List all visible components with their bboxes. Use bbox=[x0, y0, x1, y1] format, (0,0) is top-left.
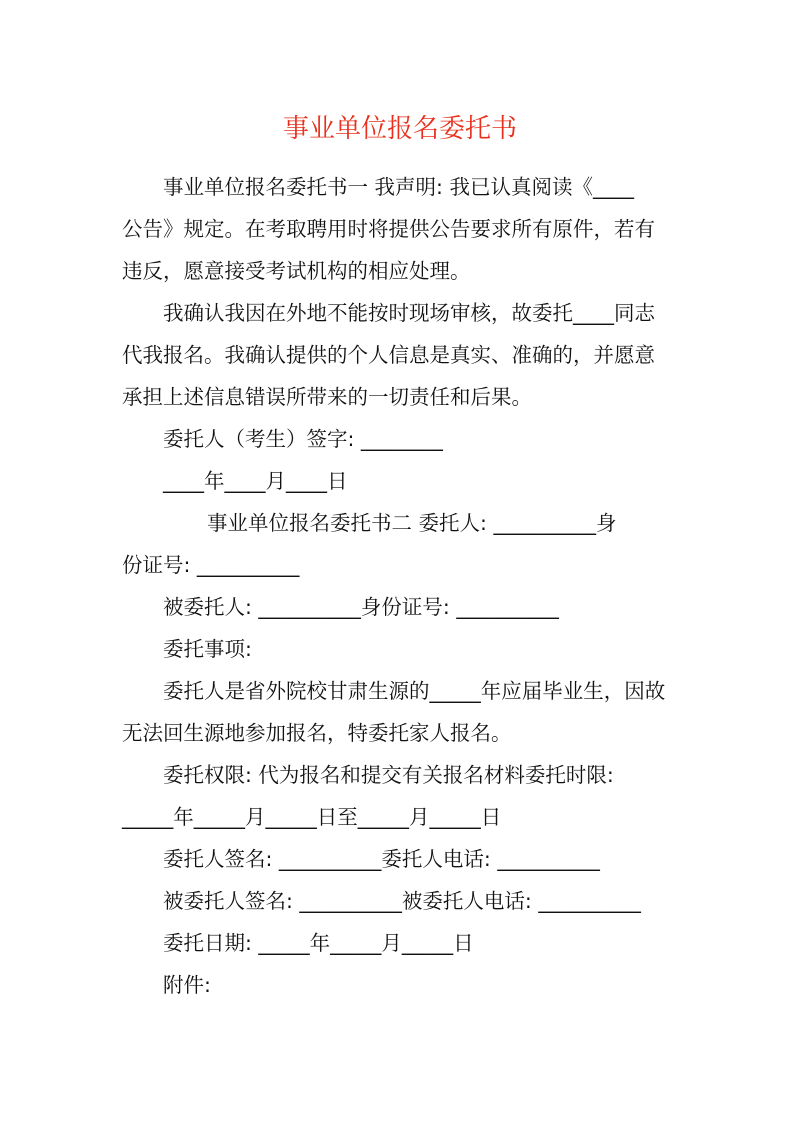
body-line: 委托日期: _____年_____月_____日 bbox=[163, 931, 474, 955]
body-line: 附件: bbox=[163, 973, 211, 997]
body-line: ____年____月____日 bbox=[163, 469, 348, 493]
body-line: 事业单位报名委托书二 委托人: __________身 bbox=[207, 511, 617, 535]
body-line: 份证号: __________ bbox=[122, 553, 300, 577]
body-line: 我确认我因在外地不能按时现场审核，故委托____同志 bbox=[163, 301, 655, 325]
body-line: 委托人是省外院校甘肃生源的_____年应届毕业生，因故 bbox=[163, 679, 666, 703]
body-line: 委托人签名: __________委托人电话: __________ bbox=[163, 847, 600, 871]
body-line: 被委托人签名: __________被委托人电话: __________ bbox=[163, 889, 641, 913]
document-title: 事业单位报名委托书 bbox=[282, 114, 517, 144]
body-line: 委托人（考生）签字: ________ bbox=[163, 427, 443, 451]
body-line: 违反，愿意接受考试机构的相应处理。 bbox=[122, 259, 471, 283]
body-line: 无法回生源地参加报名，特委托家人报名。 bbox=[122, 721, 512, 745]
body-line: _____年_____月_____日至_____月_____日 bbox=[122, 805, 502, 829]
body-line: 委托事项: bbox=[163, 637, 252, 661]
body-line: 被委托人: __________身份证号: __________ bbox=[163, 595, 559, 619]
body-line: 承担上述信息错误所带来的一切责任和后果。 bbox=[122, 385, 532, 409]
body-line: 事业单位报名委托书一 我声明: 我已认真阅读《____ bbox=[163, 175, 634, 199]
body-line: 代我报名。我确认提供的个人信息是真实、准确的，并愿意 bbox=[122, 343, 655, 367]
body-line: 委托权限: 代为报名和提交有关报名材料委托时限: bbox=[163, 763, 614, 787]
body-line: 公告》规定。在考取聘用时将提供公告要求所有原件，若有 bbox=[122, 217, 655, 241]
document-body bbox=[122, 166, 682, 1006]
